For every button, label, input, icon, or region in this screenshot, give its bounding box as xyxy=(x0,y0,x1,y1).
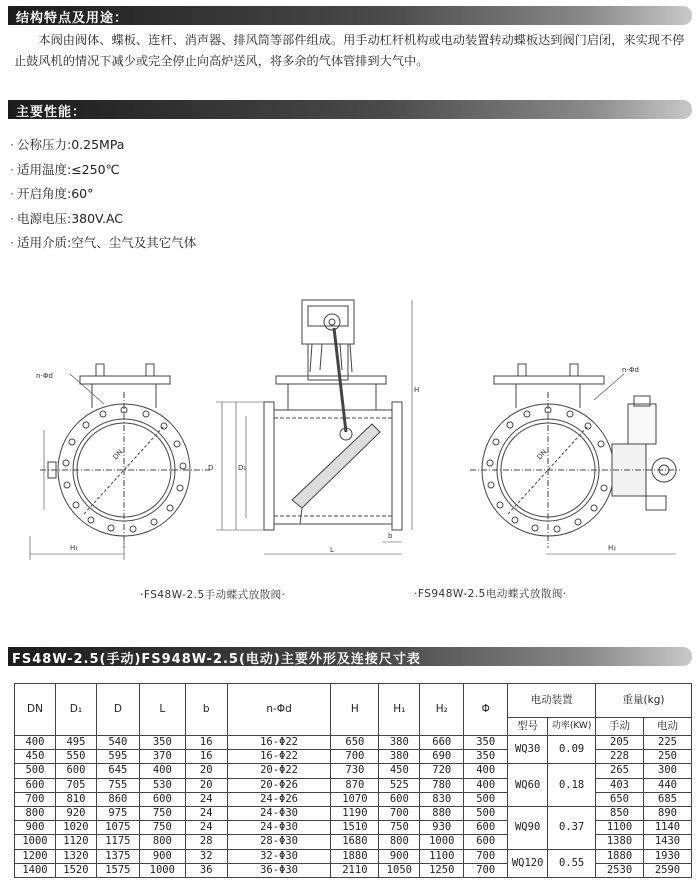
table-cell: 380 xyxy=(379,750,420,764)
label-h1-left: H₁ xyxy=(70,544,79,552)
caption-manual-valve: ·FS48W-2.5手动蝶式放散阀· xyxy=(140,589,286,601)
col-n-phi-d: n-Φd xyxy=(227,684,331,736)
table-cell: 600 xyxy=(464,835,508,849)
table-cell: 750 xyxy=(139,821,185,835)
performance-section-bar xyxy=(8,100,692,119)
table-cell: 20 xyxy=(185,764,227,778)
table-cell: 205 xyxy=(596,736,644,750)
label-n-phi-d-right: n-Φd xyxy=(622,366,639,374)
table-cell: 16-Φ22 xyxy=(227,750,331,764)
col-model: 型号 xyxy=(508,718,548,736)
table-cell: 20-Φ26 xyxy=(227,778,331,792)
table-cell: 370 xyxy=(139,750,185,764)
table-cell: 595 xyxy=(96,750,139,764)
table-cell: 600 xyxy=(139,792,185,806)
col-power: 功率(KW) xyxy=(548,718,596,736)
performance-item: · 开启角度:60° xyxy=(10,186,94,201)
table-cell: 1100 xyxy=(420,849,464,863)
performance-title: 主要性能： xyxy=(16,105,87,120)
drive-model: WQ60 xyxy=(508,764,548,807)
table-cell: 1100 xyxy=(596,821,644,835)
table-row xyxy=(15,736,692,750)
label-dn-left: DN xyxy=(111,448,125,462)
table-cell: 830 xyxy=(420,792,464,806)
table-cell: 600 xyxy=(15,778,56,792)
table-cell: 36 xyxy=(185,863,227,877)
table-cell: 16 xyxy=(185,736,227,750)
table-cell: 500 xyxy=(15,764,56,778)
performance-item: · 适用温度:≤250℃ xyxy=(10,161,120,177)
table-cell: 1680 xyxy=(331,835,379,849)
table-cell: 250 xyxy=(643,750,691,764)
table-cell: 900 xyxy=(15,821,56,835)
table-cell: 350 xyxy=(464,736,508,750)
table-cell: 540 xyxy=(96,736,139,750)
table-cell: 228 xyxy=(596,750,644,764)
label-n-phi-d-left: n-Φd xyxy=(36,372,53,380)
table-cell: 900 xyxy=(379,849,420,863)
table-cell: 1120 xyxy=(55,835,96,849)
table-cell: 16-Φ22 xyxy=(227,736,331,750)
table-cell: 20 xyxy=(185,778,227,792)
table-cell: 720 xyxy=(420,764,464,778)
table-cell: 550 xyxy=(55,750,96,764)
table-cell: 700 xyxy=(15,792,56,806)
col-phi: Φ xyxy=(464,684,508,736)
table-cell: 1320 xyxy=(55,849,96,863)
table-cell: 24 xyxy=(185,821,227,835)
table-cell: 1575 xyxy=(96,863,139,877)
table-cell: 350 xyxy=(139,736,185,750)
table-title: FS48W-2.5(手动)FS948W-2.5(电动)主要外形及连接尺寸表 xyxy=(12,652,421,667)
label-d: D xyxy=(208,464,214,472)
table-cell: 1140 xyxy=(643,821,691,835)
table-cell: 16 xyxy=(185,750,227,764)
performance-list xyxy=(10,133,196,256)
performance-item: · 适用介质:空气、尘气及其它气体 xyxy=(10,235,197,250)
col-b: b xyxy=(185,684,227,736)
table-cell: 380 xyxy=(379,736,420,750)
label-dn-right: DN xyxy=(535,448,549,462)
table-cell: 32 xyxy=(185,849,227,863)
table-cell: 2590 xyxy=(643,863,691,877)
table-cell: 1175 xyxy=(96,835,139,849)
table-cell: 24-Φ26 xyxy=(227,792,331,806)
table-cell: 1190 xyxy=(331,806,379,820)
table-cell: 225 xyxy=(643,736,691,750)
table-cell: 1400 xyxy=(15,863,56,877)
table-cell: 1520 xyxy=(55,863,96,877)
col-weight-manual: 手动 xyxy=(596,718,644,736)
col-l: L xyxy=(139,684,185,736)
table-cell: 500 xyxy=(464,792,508,806)
table-cell: 450 xyxy=(15,750,56,764)
table-cell: 1000 xyxy=(15,835,56,849)
table-cell: 700 xyxy=(379,806,420,820)
table-row xyxy=(15,764,692,778)
table-cell: 500 xyxy=(464,806,508,820)
table-cell: 24-Φ30 xyxy=(227,821,331,835)
table-cell: 525 xyxy=(379,778,420,792)
table-cell: 700 xyxy=(464,849,508,863)
table-cell: 600 xyxy=(464,821,508,835)
table-cell: 750 xyxy=(379,821,420,835)
col-dn: DN xyxy=(15,684,56,736)
table-cell: 650 xyxy=(596,792,644,806)
table-cell: 870 xyxy=(331,778,379,792)
table-cell: 440 xyxy=(643,778,691,792)
table-cell: 1250 xyxy=(420,863,464,877)
valve-technical-drawing xyxy=(0,292,700,612)
table-section-bar xyxy=(8,647,692,666)
table-cell: 403 xyxy=(596,778,644,792)
performance-item: · 公称压力:0.25MPa xyxy=(10,137,125,152)
table-cell: 1050 xyxy=(379,863,420,877)
table-cell: 1375 xyxy=(96,849,139,863)
table-cell: 530 xyxy=(139,778,185,792)
table-cell: 20-Φ22 xyxy=(227,764,331,778)
table-cell: 1075 xyxy=(96,821,139,835)
table-cell: 1000 xyxy=(139,863,185,877)
table-cell: 600 xyxy=(55,764,96,778)
features-section-bar xyxy=(8,6,692,25)
table-cell: 850 xyxy=(596,806,644,820)
col-h1: H₁ xyxy=(379,684,420,736)
table-cell: 700 xyxy=(464,863,508,877)
label-l: L xyxy=(330,546,334,554)
manual-valve-front-view xyxy=(30,364,210,560)
table-cell: 810 xyxy=(55,792,96,806)
drive-power: 0.09 xyxy=(548,736,596,764)
manual-valve-side-view xyxy=(216,300,412,554)
table-row xyxy=(15,806,692,820)
col-weight-electric: 电动 xyxy=(643,718,691,736)
table-cell: 660 xyxy=(420,736,464,750)
table-cell: 700 xyxy=(331,750,379,764)
table-cell: 705 xyxy=(55,778,96,792)
table-cell: 975 xyxy=(96,806,139,820)
drive-model: WQ30 xyxy=(508,736,548,764)
table-cell: 780 xyxy=(420,778,464,792)
table-cell: 450 xyxy=(379,764,420,778)
col-d: D xyxy=(96,684,139,736)
table-cell: 730 xyxy=(331,764,379,778)
table-cell: 2530 xyxy=(596,863,644,877)
performance-item: · 电源电压:380V.AC xyxy=(10,210,124,226)
table-cell: 930 xyxy=(420,821,464,835)
col-d1: D₁ xyxy=(55,684,96,736)
table-cell: 920 xyxy=(55,806,96,820)
col-group-weight: 重量(kg) xyxy=(596,684,692,718)
col-h2: H₂ xyxy=(420,684,464,736)
label-d1: D₁ xyxy=(238,464,247,472)
col-h: H xyxy=(331,684,379,736)
table-cell: 1880 xyxy=(331,849,379,863)
intro-paragraph: 本阀由阀体、蝶板、连杆、消声器、排风筒等部件组成。用手动杠杆机构或电动装置转动蝶板达到阀门启闭，来实现不停止鼓风机的情况下减少或完全停止向高炉送风，将多余的气体管排到大气中。 xyxy=(14,33,685,68)
table-cell: 24-Φ30 xyxy=(227,806,331,820)
table-cell: 400 xyxy=(139,764,185,778)
caption-electric-valve: ·FS948W-2.5电动蝶式放散阀· xyxy=(414,588,567,600)
table-cell: 36-Φ30 xyxy=(227,863,331,877)
table-cell: 650 xyxy=(331,736,379,750)
table-cell: 890 xyxy=(643,806,691,820)
table-cell: 400 xyxy=(464,764,508,778)
table-cell: 2110 xyxy=(331,863,379,877)
table-header-row xyxy=(15,684,692,718)
drive-model: WQ90 xyxy=(508,806,548,849)
table-cell: 400 xyxy=(15,736,56,750)
table-row xyxy=(15,849,692,863)
table-cell: 1510 xyxy=(331,821,379,835)
table-cell: 24 xyxy=(185,792,227,806)
table-cell: 1200 xyxy=(15,849,56,863)
table-cell: 800 xyxy=(379,835,420,849)
table-cell: 400 xyxy=(464,778,508,792)
label-b: b xyxy=(388,532,393,540)
table-cell: 300 xyxy=(643,764,691,778)
table-cell: 860 xyxy=(96,792,139,806)
table-cell: 1070 xyxy=(331,792,379,806)
table-cell: 24 xyxy=(185,806,227,820)
table-cell: 900 xyxy=(139,849,185,863)
table-cell: 600 xyxy=(379,792,420,806)
col-group-electric: 电动装置 xyxy=(508,684,596,718)
table-cell: 1000 xyxy=(420,835,464,849)
table-cell: 28 xyxy=(185,835,227,849)
table-cell: 800 xyxy=(139,835,185,849)
dimension-table xyxy=(14,683,692,878)
table-cell: 1930 xyxy=(643,849,691,863)
label-h2-right: H₂ xyxy=(608,544,617,552)
table-cell: 800 xyxy=(15,806,56,820)
table-cell: 350 xyxy=(464,750,508,764)
table-cell: 880 xyxy=(420,806,464,820)
drive-model: WQ120 xyxy=(508,849,548,877)
drive-power: 0.18 xyxy=(548,764,596,807)
features-title: 结构特点及用途： xyxy=(16,11,129,26)
table-cell: 645 xyxy=(96,764,139,778)
table-cell: 1020 xyxy=(55,821,96,835)
drive-power: 0.55 xyxy=(548,849,596,877)
table-cell: 685 xyxy=(643,792,691,806)
table-cell: 32-Φ30 xyxy=(227,849,331,863)
table-cell: 690 xyxy=(420,750,464,764)
table-cell: 755 xyxy=(96,778,139,792)
table-cell: 28-Φ30 xyxy=(227,835,331,849)
table-cell: 750 xyxy=(139,806,185,820)
label-h: H xyxy=(414,386,420,394)
table-cell: 1430 xyxy=(643,835,691,849)
table-cell: 495 xyxy=(55,736,96,750)
table-cell: 1380 xyxy=(596,835,644,849)
table-cell: 265 xyxy=(596,764,644,778)
table-cell: 1880 xyxy=(596,849,644,863)
drive-power: 0.37 xyxy=(548,806,596,849)
electric-valve-front-view xyxy=(470,364,680,554)
